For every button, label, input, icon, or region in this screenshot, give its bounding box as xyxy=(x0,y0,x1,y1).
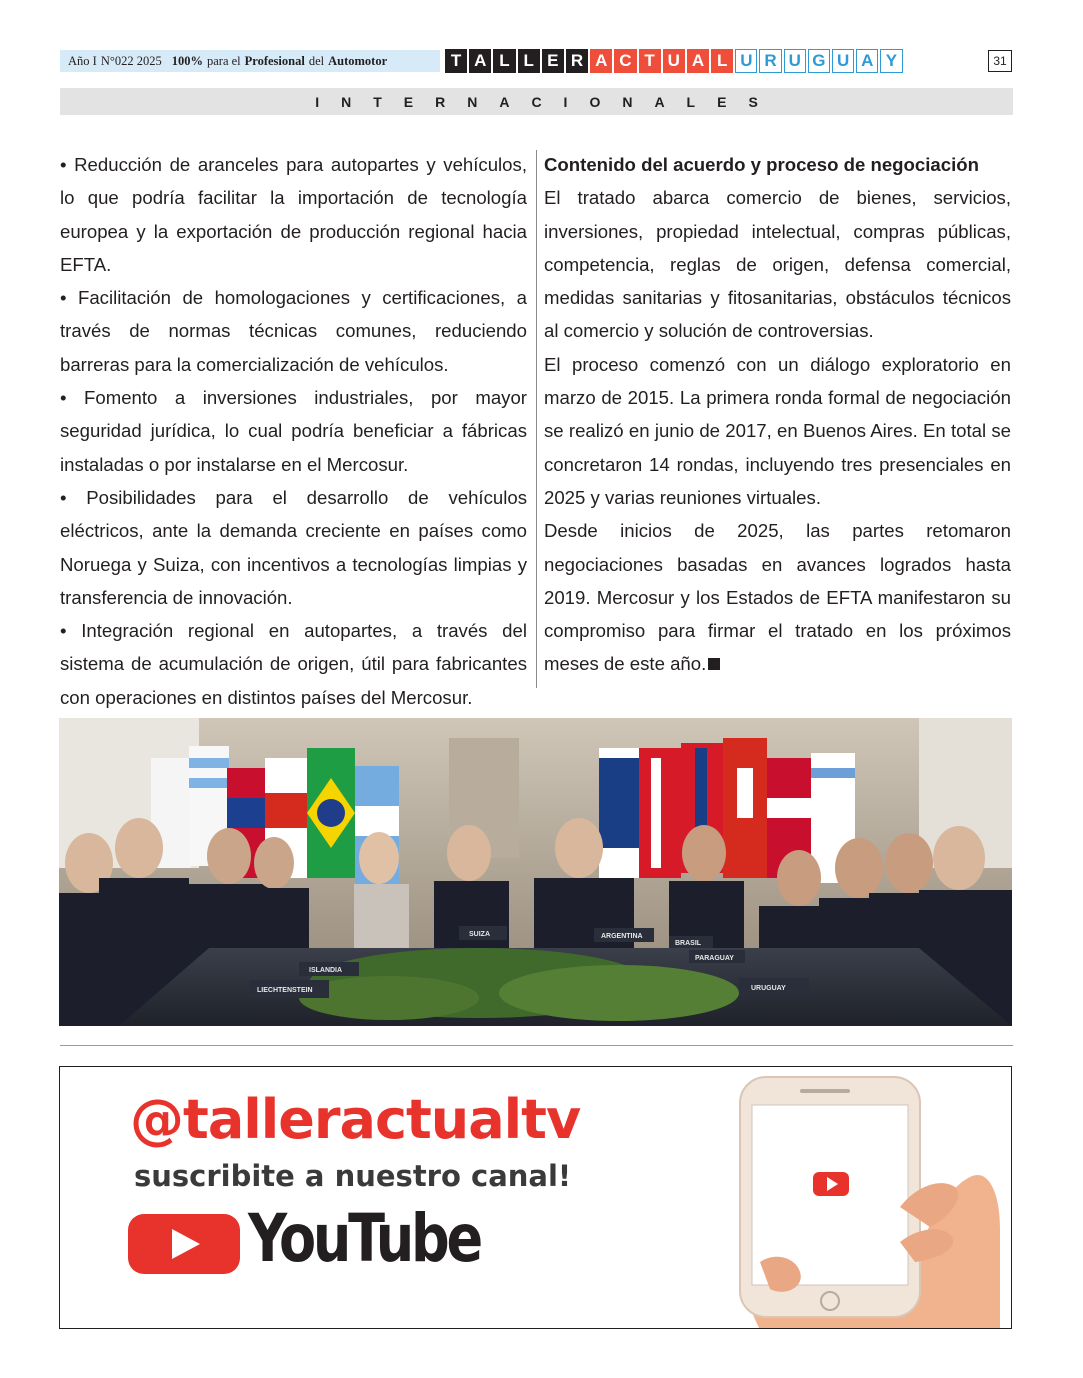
logo-letter: G xyxy=(808,49,830,73)
logo-letter: Y xyxy=(880,49,902,73)
placard-label: SUIZA xyxy=(469,931,490,938)
logo-letter: R xyxy=(566,49,588,73)
body-paragraph: El tratado abarca comercio de bienes, servicios, inversiones, propiedad intelectual, compras públicas, competencia, reglas de origen, defensa comercial, medidas sanitarias y fitosanitarias, obstáculos técnicos al comercio y solución de controversias. xyxy=(544,187,1011,342)
youtube-play-icon xyxy=(128,1212,240,1276)
issue-year: Año I xyxy=(68,53,97,68)
body-paragraph xyxy=(544,514,1011,680)
tagline-word: Profesional xyxy=(244,53,305,68)
logo-letter: E xyxy=(542,49,564,73)
youtube-logo xyxy=(128,1200,488,1282)
logo-letter: A xyxy=(469,49,491,73)
placard-label: ISLANDIA xyxy=(309,967,343,974)
placard-label: LIECHTENSTEIN xyxy=(257,987,313,994)
youtube-wordmark: YouTube xyxy=(248,1200,480,1277)
section-header xyxy=(60,88,1013,115)
logo-letter: C xyxy=(614,49,636,73)
logo-letter: L xyxy=(711,49,733,73)
channel-handle: @talleractualtv xyxy=(130,1088,581,1151)
column-divider xyxy=(536,150,537,688)
logo-letter: U xyxy=(832,49,854,73)
hand-holding-phone-image xyxy=(700,1067,1000,1329)
logo-letter: U xyxy=(735,49,757,73)
logo-letter: L xyxy=(518,49,540,73)
youtube-channel-ad[interactable] xyxy=(59,1066,1012,1329)
summit-photo xyxy=(59,718,1012,1026)
section-title: INTERNACIONALES xyxy=(315,93,780,110)
body-paragraph: El proceso comenzó con un diálogo exploratorio en marzo de 2015. La primera ronda formal de negociación se realizó en junio de 2017, en Buenos Aires. En total se concretaron 14 rondas, incluyendo tres presenciales en 2025 y varias reuniones virtuales. xyxy=(544,353,1011,508)
tagline-word: Automotor xyxy=(328,53,388,68)
tagline-word: del xyxy=(308,53,325,68)
section-separator xyxy=(60,1045,1013,1046)
logo-letter: U xyxy=(663,49,685,73)
bullet-paragraph: • Fomento a inversiones industriales, por mayor seguridad jurídica, lo cual podría beneficiar a fábricas instaladas o por instalarse en el Mercosur. xyxy=(60,387,527,475)
article-left-column xyxy=(60,148,527,714)
placard-label: URUGUAY xyxy=(751,985,786,992)
logo-letter: L xyxy=(493,49,515,73)
tagline-percent: 100% xyxy=(171,53,203,68)
logo-letter: A xyxy=(590,49,612,73)
bullet-paragraph: • Posibilidades para el desarrollo de vehículos eléctricos, ante la demanda creciente en países como Noruega y Suiza, con incentivos a tecnologías limpias y transferencia de innovación. xyxy=(60,486,527,608)
logo-letter: U xyxy=(784,49,806,73)
magazine-logo xyxy=(445,49,903,73)
subscribe-message: suscribite a nuestro canal! xyxy=(134,1159,572,1193)
placard-label: BRASIL xyxy=(675,940,702,947)
logo-letter: R xyxy=(759,49,781,73)
logo-letter: A xyxy=(856,49,878,73)
logo-letter: T xyxy=(445,49,467,73)
bullet-paragraph: • Reducción de aranceles para autopartes y vehículos, lo que podría facilitar la importación de tecnología europea y la exportación de producción regional hacia EFTA. xyxy=(60,154,527,275)
body-paragraph-text: Desde inicios de 2025, las partes retomaron negociaciones basadas en avances logrados hasta 2019. Mercosur y los Estados de EFTA manifestaron su compromiso para firmar el tratado en los próximos meses de este año. xyxy=(544,520,1011,675)
bullet-paragraph: • Integración regional en autopartes, a través del sistema de acumulación de origen, útil para fabricantes con operaciones en distintos países del Mercosur. xyxy=(60,620,527,708)
logo-letter: T xyxy=(639,49,661,73)
summit-photo-illustration xyxy=(59,718,1012,1026)
bullet-paragraph: • Facilitación de homologaciones y certificaciones, a través de normas técnicas comunes, reduciendo barreras para la comercialización de vehículos. xyxy=(60,287,527,375)
issue-info-bar xyxy=(60,50,440,72)
page-number: 31 xyxy=(988,50,1012,72)
article-subheading: Contenido del acuerdo y proceso de negociación xyxy=(544,154,979,175)
end-of-article-mark xyxy=(708,658,720,670)
placard-label: PARAGUAY xyxy=(695,955,734,962)
placard-label: ARGENTINA xyxy=(601,933,643,940)
tagline-word: para el xyxy=(206,53,241,68)
article-right-column xyxy=(544,148,1011,681)
logo-letter: A xyxy=(687,49,709,73)
issue-number: N°022 2025 xyxy=(100,53,162,68)
